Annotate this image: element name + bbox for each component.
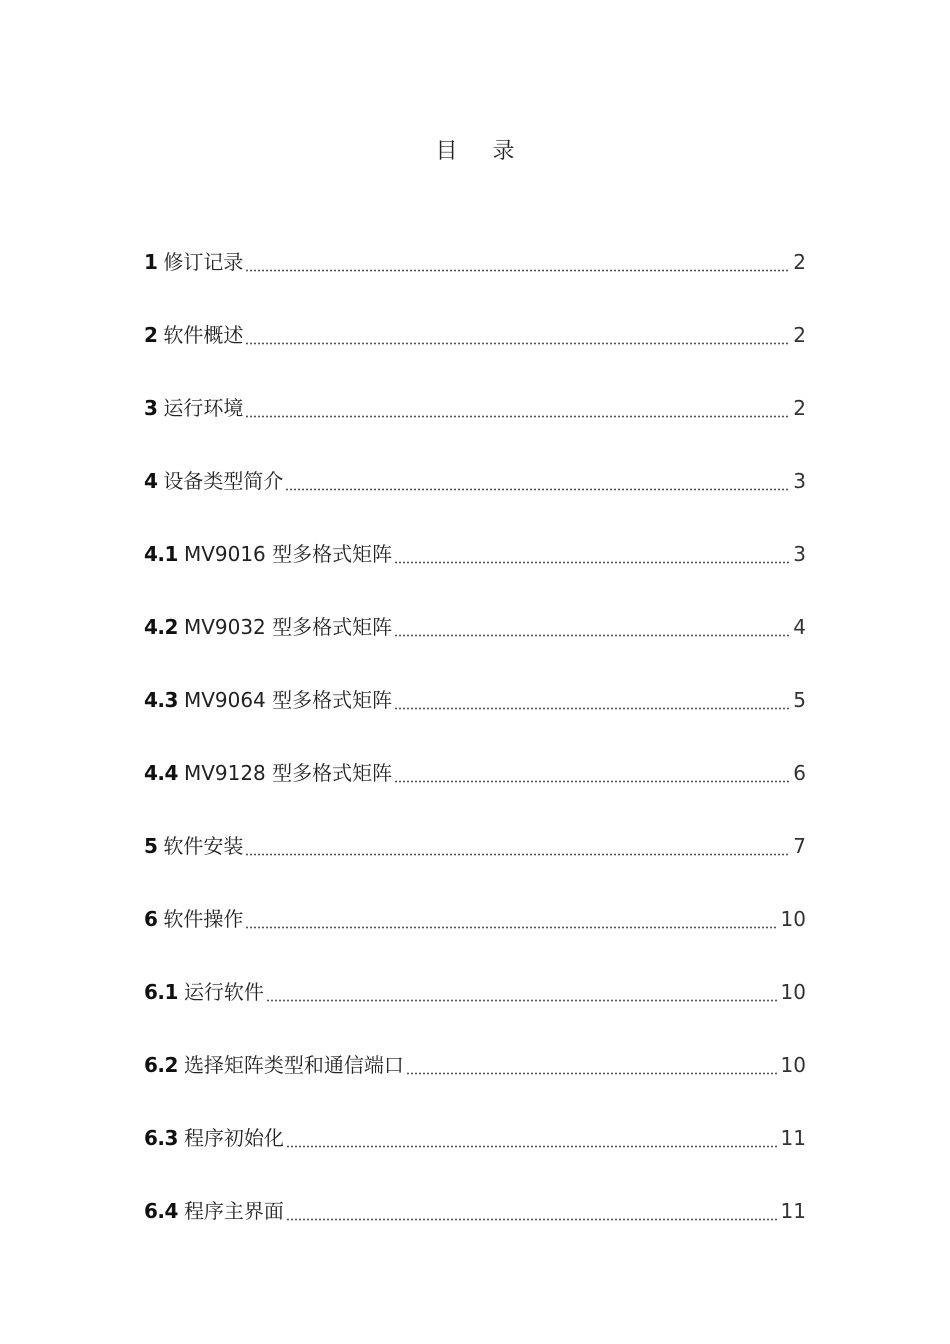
dot-leader [245,902,776,936]
dot-leader [286,1194,777,1228]
toc-entry[interactable] [144,571,806,644]
toc-title: 目 录 [435,139,529,164]
toc-entry-page: 4 [793,615,806,639]
dot-leader [245,391,789,425]
dot-leader [394,537,789,571]
dot-leader [394,610,789,644]
toc-entry-number: 6.2 [144,1053,178,1077]
toc-entry-page: 10 [780,907,806,931]
toc-entry-number: 4.3 [144,688,178,712]
toc-entry[interactable] [144,790,806,863]
toc-entry-number: 6 [144,907,158,931]
toc-entry-number: 4.2 [144,615,178,639]
dot-leader [286,1121,777,1155]
toc-entry-label: MV9016 型多格式矩阵 [183,542,393,566]
toc-entry[interactable] [144,717,806,790]
dot-leader [245,829,789,863]
dot-leader [394,683,789,717]
toc-entry[interactable] [144,1009,806,1082]
toc-entry-number: 6.1 [144,980,178,1004]
toc-entry-label: 运行环境 [163,396,244,420]
toc-entry-label: MV9032 型多格式矩阵 [183,615,393,639]
toc-entry[interactable] [144,1082,806,1155]
toc-entry[interactable] [144,352,806,425]
toc-entry-label: 运行软件 [183,980,264,1004]
toc-entry-label: 软件安装 [163,834,244,858]
toc-entry-number: 5 [144,834,158,858]
toc-entry-page: 10 [780,1053,806,1077]
toc-entry-page: 3 [793,469,806,493]
dot-leader [266,975,777,1009]
toc-entry-page: 10 [780,980,806,1004]
toc-entry[interactable] [144,498,806,571]
toc-entry-label: MV9064 型多格式矩阵 [183,688,393,712]
toc-entry-page: 6 [793,761,806,785]
toc-entry[interactable] [144,425,806,498]
toc-entry-page: 2 [793,396,806,420]
toc-entry-label: 软件操作 [163,907,244,931]
toc-entry-number: 6.3 [144,1126,178,1150]
toc-entry[interactable] [144,206,806,279]
dot-leader [394,756,789,790]
toc-entry-page: 11 [780,1199,806,1223]
toc-entry-page: 3 [793,542,806,566]
toc-entry-label: 设备类型简介 [163,469,284,493]
table-of-contents [144,206,806,1228]
toc-entry-number: 3 [144,396,158,420]
toc-entry[interactable] [144,936,806,1009]
toc-entry-label: 软件概述 [163,323,244,347]
toc-entry[interactable] [144,644,806,717]
toc-entry-page: 2 [793,250,806,274]
toc-entry[interactable] [144,1155,806,1228]
toc-entry[interactable] [144,279,806,352]
toc-entry-label: 程序主界面 [183,1199,284,1223]
toc-entry-page: 2 [793,323,806,347]
dot-leader [285,464,789,498]
dot-leader [406,1048,777,1082]
toc-entry-label: 程序初始化 [183,1126,284,1150]
dot-leader [245,318,789,352]
toc-entry-label: 修订记录 [163,250,244,274]
toc-entry[interactable] [144,863,806,936]
toc-entry-page: 7 [793,834,806,858]
toc-entry-number: 2 [144,323,158,347]
toc-entry-label: MV9128 型多格式矩阵 [183,761,393,785]
toc-entry-page: 11 [780,1126,806,1150]
dot-leader [245,245,789,279]
toc-entry-page: 5 [793,688,806,712]
toc-entry-number: 4 [144,469,158,493]
toc-entry-number: 6.4 [144,1199,178,1223]
toc-entry-label: 选择矩阵类型和通信端口 [183,1053,404,1077]
toc-entry-number: 4.1 [144,542,178,566]
toc-entry-number: 4.4 [144,761,178,785]
toc-entry-number: 1 [144,250,158,274]
